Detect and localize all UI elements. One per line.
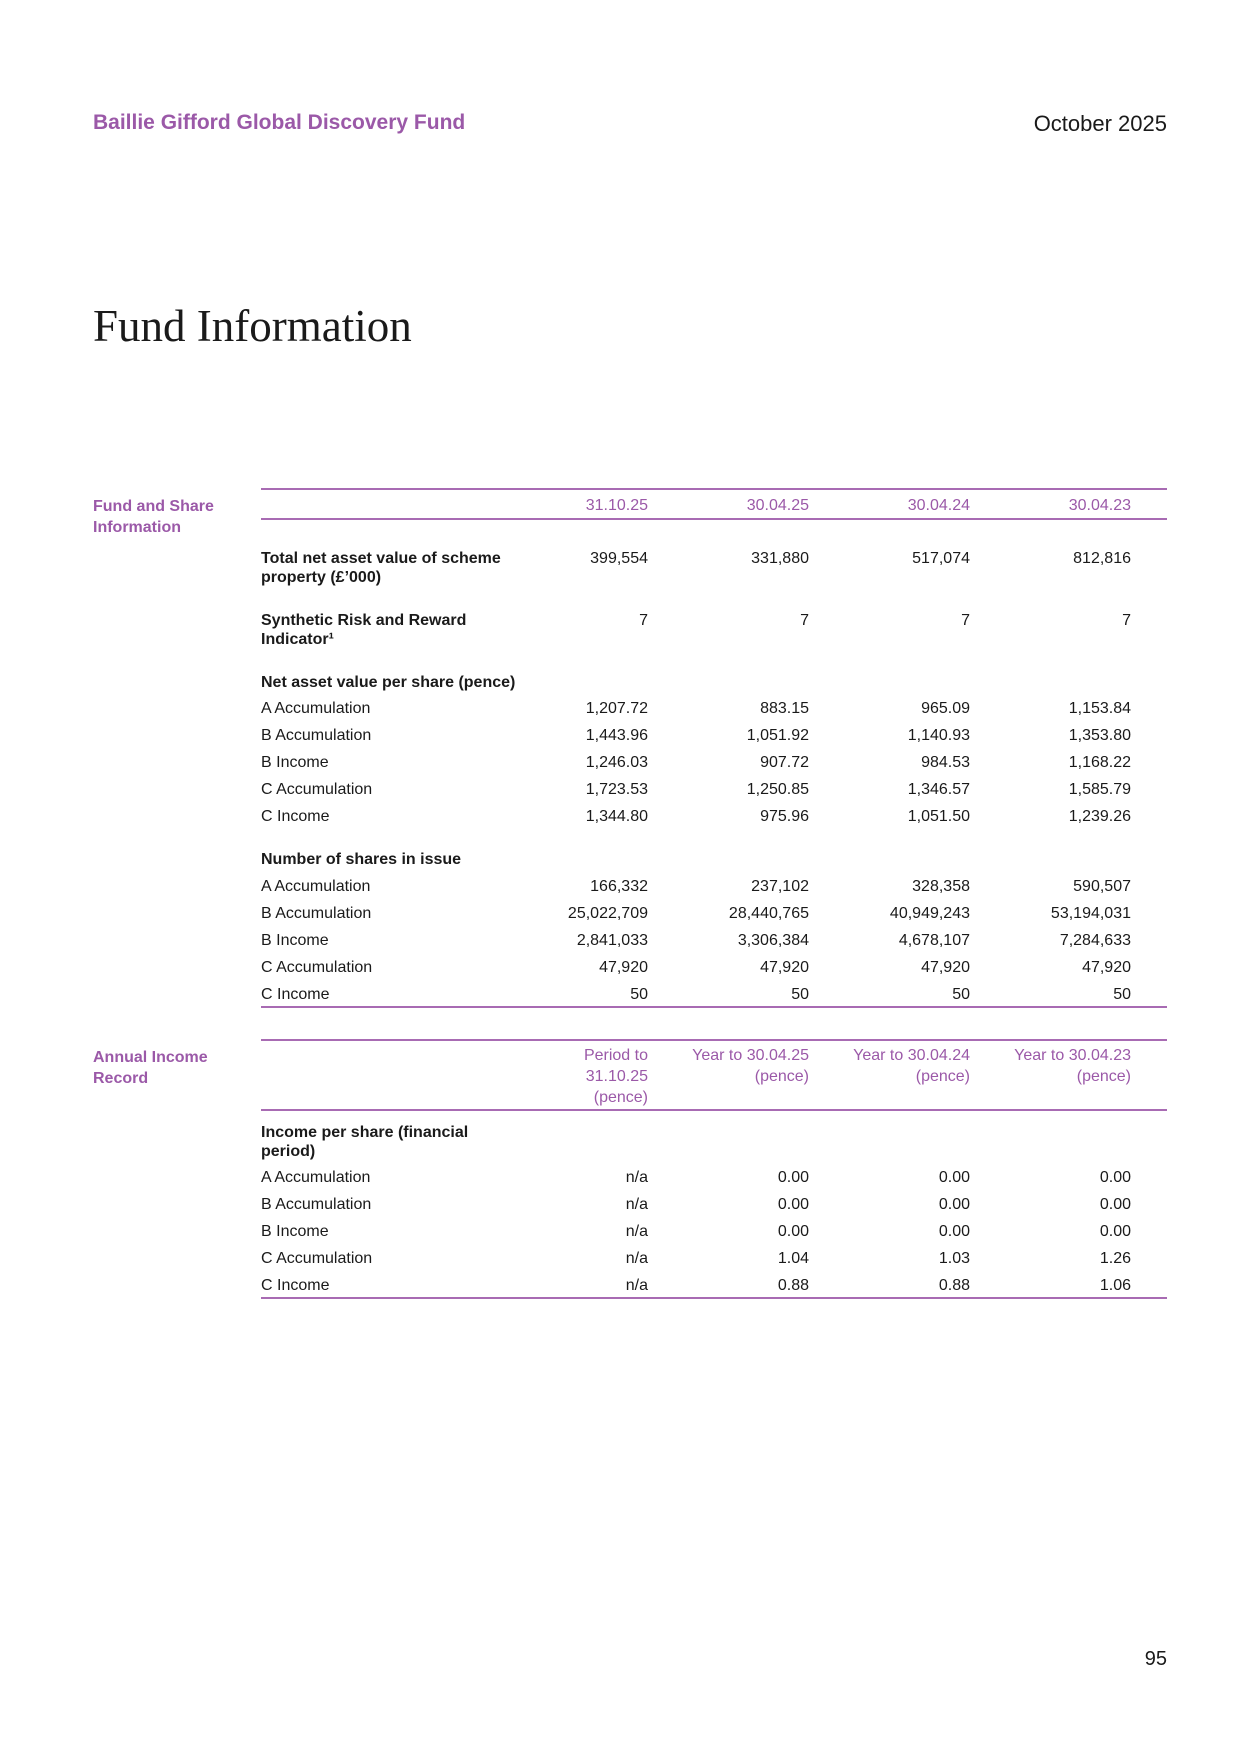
- table-row: [261, 877, 1167, 896]
- page-number: 95: [1144, 1648, 1167, 1670]
- column-header: [648, 1045, 809, 1108]
- column-header-line1: Year to 30.04.25: [692, 1047, 809, 1064]
- row-label: C Accumulation: [261, 781, 373, 798]
- column-header: [809, 1045, 970, 1108]
- column-header: [521, 1045, 648, 1108]
- cell-value: 1,344.80: [585, 808, 648, 825]
- page-title: Fund Information: [93, 301, 412, 351]
- table-row: [261, 753, 1167, 772]
- table-row: [261, 1222, 1167, 1241]
- cell-value: 1,443.96: [585, 727, 648, 744]
- cell-value: 47,920: [921, 959, 970, 976]
- shares-rows: [261, 877, 1167, 1004]
- column-header-line1: Year to 30.04.24: [853, 1047, 970, 1064]
- row-label: C Income: [261, 986, 330, 1003]
- cell-value: 0.00: [777, 1169, 809, 1186]
- column-header: 31.10.25: [585, 497, 648, 514]
- row-label: B Accumulation: [261, 905, 372, 922]
- subheading-nav-per-share: [261, 673, 1167, 692]
- cell-value: 50: [791, 986, 809, 1003]
- cell-value: 7,284,633: [1059, 932, 1131, 949]
- cell-value: 0.00: [777, 1196, 809, 1213]
- fund-name: Baillie Gifford Global Discovery Fund: [93, 111, 466, 134]
- cell-value: 331,880: [751, 550, 809, 567]
- cell-value: 0.88: [777, 1277, 809, 1294]
- cell-value: 237,102: [751, 878, 809, 895]
- section-label-fund-share: Fund and Share Information: [93, 498, 214, 536]
- row-label: B Income: [261, 1223, 329, 1240]
- subheading-income-per-share: [261, 1123, 1167, 1161]
- cell-value: 1.06: [1099, 1277, 1131, 1294]
- cell-value: 517,074: [912, 550, 970, 567]
- cell-value: 7: [961, 612, 970, 629]
- row-label: Total net asset value of scheme property (£’000): [261, 550, 501, 586]
- row-label: C Income: [261, 808, 330, 825]
- cell-value: 1,585.79: [1068, 781, 1131, 798]
- annual-income-table: [261, 1039, 1167, 1299]
- row-label: A Accumulation: [261, 700, 371, 717]
- table-row: [261, 904, 1167, 923]
- row-label: B Accumulation: [261, 727, 372, 744]
- table-header-row: [261, 490, 1167, 518]
- cell-value: 1,723.53: [585, 781, 648, 798]
- cell-value: 1,250.85: [746, 781, 809, 798]
- row-label: Synthetic Risk and Reward Indicator¹: [261, 612, 467, 648]
- table-bottom-rule: [261, 1297, 1167, 1299]
- report-date: October 2025: [1033, 111, 1167, 136]
- fund-share-table: [261, 488, 1167, 1008]
- cell-value: 1,051.92: [746, 727, 809, 744]
- cell-value: 1,353.80: [1068, 727, 1131, 744]
- cell-value: n/a: [625, 1223, 648, 1240]
- table-bottom-rule: [261, 1006, 1167, 1008]
- table-row-total-nav: [261, 549, 1167, 587]
- row-label: C Accumulation: [261, 1250, 373, 1267]
- cell-value: 7: [639, 612, 648, 629]
- cell-value: 328,358: [912, 878, 970, 895]
- cell-value: 50: [952, 986, 970, 1003]
- row-label: A Accumulation: [261, 878, 371, 895]
- cell-value: 3,306,384: [737, 932, 809, 949]
- cell-value: 1,239.26: [1068, 808, 1131, 825]
- cell-value: 7: [800, 612, 809, 629]
- cell-value: 907.72: [760, 754, 809, 771]
- row-label: Income per share (financial period): [261, 1124, 469, 1160]
- cell-value: n/a: [625, 1169, 648, 1186]
- table-row: [261, 1276, 1167, 1295]
- cell-value: 883.15: [760, 700, 809, 717]
- cell-value: 0.00: [1099, 1223, 1131, 1240]
- column-header-line1: Period to 31.10.25: [583, 1047, 648, 1085]
- cell-value: 812,816: [1073, 550, 1131, 567]
- table-row-srri: [261, 611, 1167, 649]
- cell-value: 1,168.22: [1068, 754, 1131, 771]
- cell-value: n/a: [625, 1277, 648, 1294]
- cell-value: 984.53: [921, 754, 970, 771]
- column-header-line2: (pence): [593, 1089, 648, 1106]
- cell-value: 47,920: [760, 959, 809, 976]
- table-header-row: [261, 1041, 1167, 1109]
- table-row: [261, 931, 1167, 950]
- cell-value: 50: [630, 986, 648, 1003]
- cell-value: 0.88: [938, 1277, 970, 1294]
- table-row: [261, 726, 1167, 745]
- column-header-line1: Year to 30.04.23: [1014, 1047, 1131, 1064]
- cell-value: 4,678,107: [898, 932, 970, 949]
- row-label: B Accumulation: [261, 1196, 372, 1213]
- table-row: [261, 985, 1167, 1004]
- cell-value: 0.00: [938, 1223, 970, 1240]
- cell-value: 0.00: [938, 1169, 970, 1186]
- cell-value: 7: [1122, 612, 1131, 629]
- column-header: 30.04.23: [1068, 497, 1131, 514]
- cell-value: 1,153.84: [1068, 700, 1131, 717]
- header-rule: [261, 1109, 1167, 1111]
- table-row: [261, 780, 1167, 799]
- cell-value: 2,841,033: [576, 932, 648, 949]
- table-row: [261, 1195, 1167, 1214]
- cell-value: 40,949,243: [889, 905, 970, 922]
- cell-value: 1,346.57: [907, 781, 970, 798]
- cell-value: n/a: [625, 1250, 648, 1267]
- cell-value: 1,051.50: [907, 808, 970, 825]
- column-header: 30.04.25: [746, 497, 809, 514]
- cell-value: 53,194,031: [1050, 905, 1131, 922]
- row-label: B Income: [261, 754, 329, 771]
- table-row: [261, 807, 1167, 826]
- row-label: A Accumulation: [261, 1169, 371, 1186]
- cell-value: 965.09: [921, 700, 970, 717]
- cell-value: 1.04: [777, 1250, 809, 1267]
- cell-value: 0.00: [1099, 1196, 1131, 1213]
- table-row: [261, 1168, 1167, 1187]
- subheading-shares-in-issue: [261, 850, 1167, 869]
- header-rule: [261, 518, 1167, 520]
- table-row: [261, 699, 1167, 718]
- row-label: Number of shares in issue: [261, 851, 462, 868]
- cell-value: 166,332: [590, 878, 648, 895]
- cell-value: 0.00: [777, 1223, 809, 1240]
- income-rows: [261, 1168, 1167, 1295]
- cell-value: 25,022,709: [567, 905, 648, 922]
- cell-value: 47,920: [1082, 959, 1131, 976]
- row-label: C Income: [261, 1277, 330, 1294]
- column-header-line2: (pence): [1076, 1068, 1131, 1085]
- column-header: [970, 1045, 1131, 1108]
- row-label: B Income: [261, 932, 329, 949]
- table-row: [261, 958, 1167, 977]
- section-label-annual-income: Annual Income Record: [93, 1049, 208, 1087]
- cell-value: 975.96: [760, 808, 809, 825]
- cell-value: 1.03: [938, 1250, 970, 1267]
- nav-rows: [261, 699, 1167, 826]
- cell-value: 1,207.72: [585, 700, 648, 717]
- cell-value: 1,246.03: [585, 754, 648, 771]
- row-label: Net asset value per share (pence): [261, 674, 516, 691]
- cell-value: 399,554: [590, 550, 648, 567]
- column-header: 30.04.24: [907, 497, 970, 514]
- cell-value: 47,920: [599, 959, 648, 976]
- cell-value: 50: [1113, 986, 1131, 1003]
- table-row: [261, 1249, 1167, 1268]
- cell-value: 28,440,765: [728, 905, 809, 922]
- column-header-line2: (pence): [915, 1068, 970, 1085]
- cell-value: 590,507: [1073, 878, 1131, 895]
- cell-value: 0.00: [1099, 1169, 1131, 1186]
- cell-value: 1.26: [1099, 1250, 1131, 1267]
- column-header-line2: (pence): [754, 1068, 809, 1085]
- cell-value: n/a: [625, 1196, 648, 1213]
- cell-value: 0.00: [938, 1196, 970, 1213]
- cell-value: 1,140.93: [907, 727, 970, 744]
- row-label: C Accumulation: [261, 959, 373, 976]
